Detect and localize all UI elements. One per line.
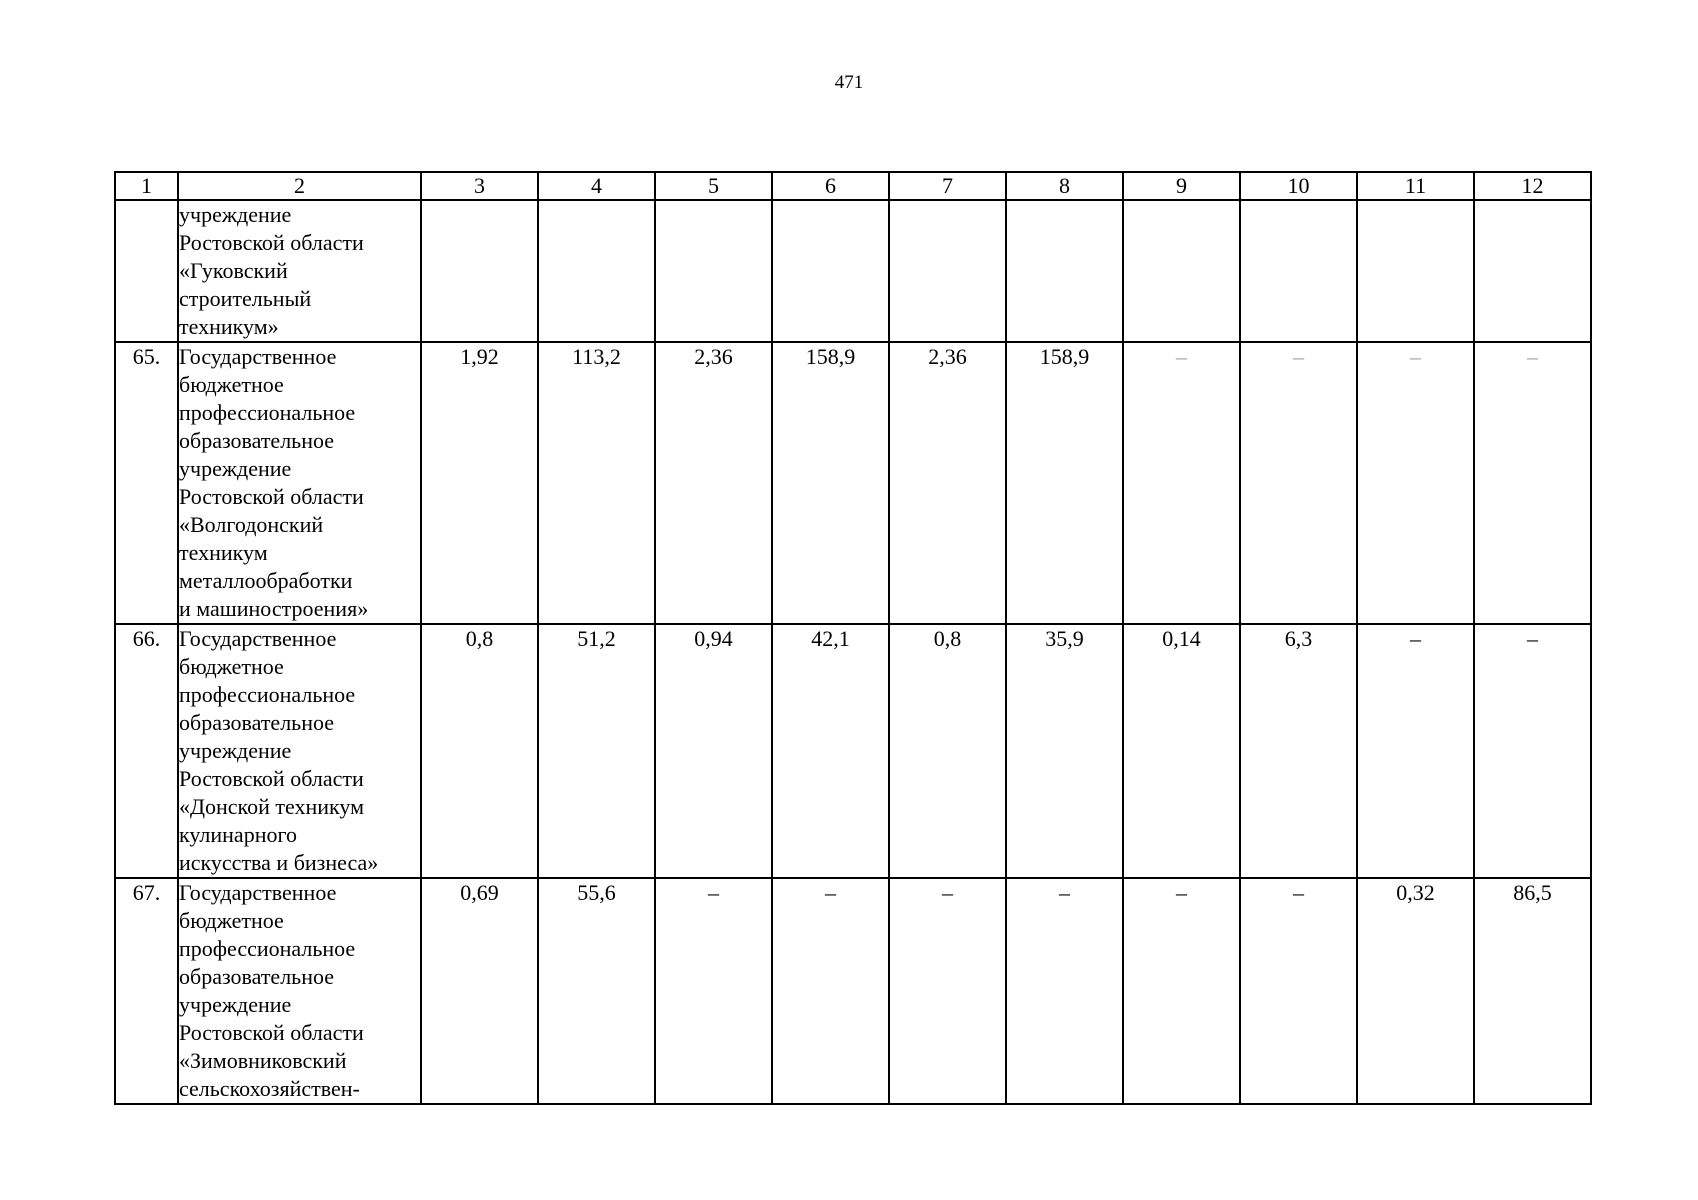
value-cell: 42,1	[772, 624, 889, 878]
institution-name: Государственное бюджетное профессиональное образовательное учреждение Ростовской области «Зимовниковский сельскохозяйствен-	[178, 878, 421, 1104]
institution-name: учреждение Ростовской области «Гуковский строительный техникум»	[178, 200, 421, 342]
value-cell: 6,3	[1240, 624, 1357, 878]
column-header: 6	[772, 172, 889, 200]
value-cell: 0,8	[421, 624, 538, 878]
column-header: 2	[178, 172, 421, 200]
value-cell: 0,32	[1357, 878, 1474, 1104]
value-cell: 2,36	[889, 342, 1006, 624]
value-cell	[1006, 200, 1123, 342]
value-cell: –	[1240, 342, 1357, 624]
institution-name: Государственное бюджетное профессиональное образовательное учреждение Ростовской области «Волгодонский техникум металлообработки и машиностроения»	[178, 342, 421, 624]
value-cell: 1,92	[421, 342, 538, 624]
value-cell: 158,9	[1006, 342, 1123, 624]
row-number: 66.	[115, 624, 178, 878]
value-cell: –	[1357, 342, 1474, 624]
value-cell	[1474, 200, 1591, 342]
value-cell: –	[1357, 624, 1474, 878]
data-table	[114, 171, 1592, 1105]
column-header: 10	[1240, 172, 1357, 200]
value-cell: –	[1006, 878, 1123, 1104]
value-cell: 113,2	[538, 342, 655, 624]
value-cell	[772, 200, 889, 342]
header-row	[115, 172, 1591, 200]
value-cell: 158,9	[772, 342, 889, 624]
value-cell	[421, 200, 538, 342]
value-cell	[538, 200, 655, 342]
value-cell	[1240, 200, 1357, 342]
value-cell	[1357, 200, 1474, 342]
value-cell: –	[1474, 624, 1591, 878]
value-cell: 51,2	[538, 624, 655, 878]
value-cell: 0,8	[889, 624, 1006, 878]
column-header: 9	[1123, 172, 1240, 200]
row-number	[115, 200, 178, 342]
value-cell: –	[1123, 878, 1240, 1104]
value-cell: –	[889, 878, 1006, 1104]
value-cell: 86,5	[1474, 878, 1591, 1104]
column-header: 8	[1006, 172, 1123, 200]
column-header: 12	[1474, 172, 1591, 200]
column-header: 3	[421, 172, 538, 200]
row-number: 65.	[115, 342, 178, 624]
value-cell: –	[1240, 878, 1357, 1104]
value-cell: –	[772, 878, 889, 1104]
value-cell: 0,14	[1123, 624, 1240, 878]
value-cell	[1123, 200, 1240, 342]
value-cell: 0,94	[655, 624, 772, 878]
table-header	[115, 172, 1591, 200]
value-cell: –	[1474, 342, 1591, 624]
institution-name: Государственное бюджетное профессиональное образовательное учреждение Ростовской области «Донской техникум кулинарного искусства и бизнеса»	[178, 624, 421, 878]
value-cell: 55,6	[538, 878, 655, 1104]
value-cell	[889, 200, 1006, 342]
column-header: 11	[1357, 172, 1474, 200]
value-cell: –	[1123, 342, 1240, 624]
table-row	[115, 878, 1591, 1104]
page-number: 471	[834, 72, 864, 93]
value-cell: 0,69	[421, 878, 538, 1104]
column-header: 4	[538, 172, 655, 200]
value-cell: 35,9	[1006, 624, 1123, 878]
value-cell	[655, 200, 772, 342]
column-header: 5	[655, 172, 772, 200]
value-cell: 2,36	[655, 342, 772, 624]
table-row	[115, 342, 1591, 624]
table-body	[115, 200, 1591, 1104]
row-number: 67.	[115, 878, 178, 1104]
table-row	[115, 624, 1591, 878]
value-cell: –	[655, 878, 772, 1104]
column-header: 1	[115, 172, 178, 200]
table-row	[115, 200, 1591, 342]
column-header: 7	[889, 172, 1006, 200]
